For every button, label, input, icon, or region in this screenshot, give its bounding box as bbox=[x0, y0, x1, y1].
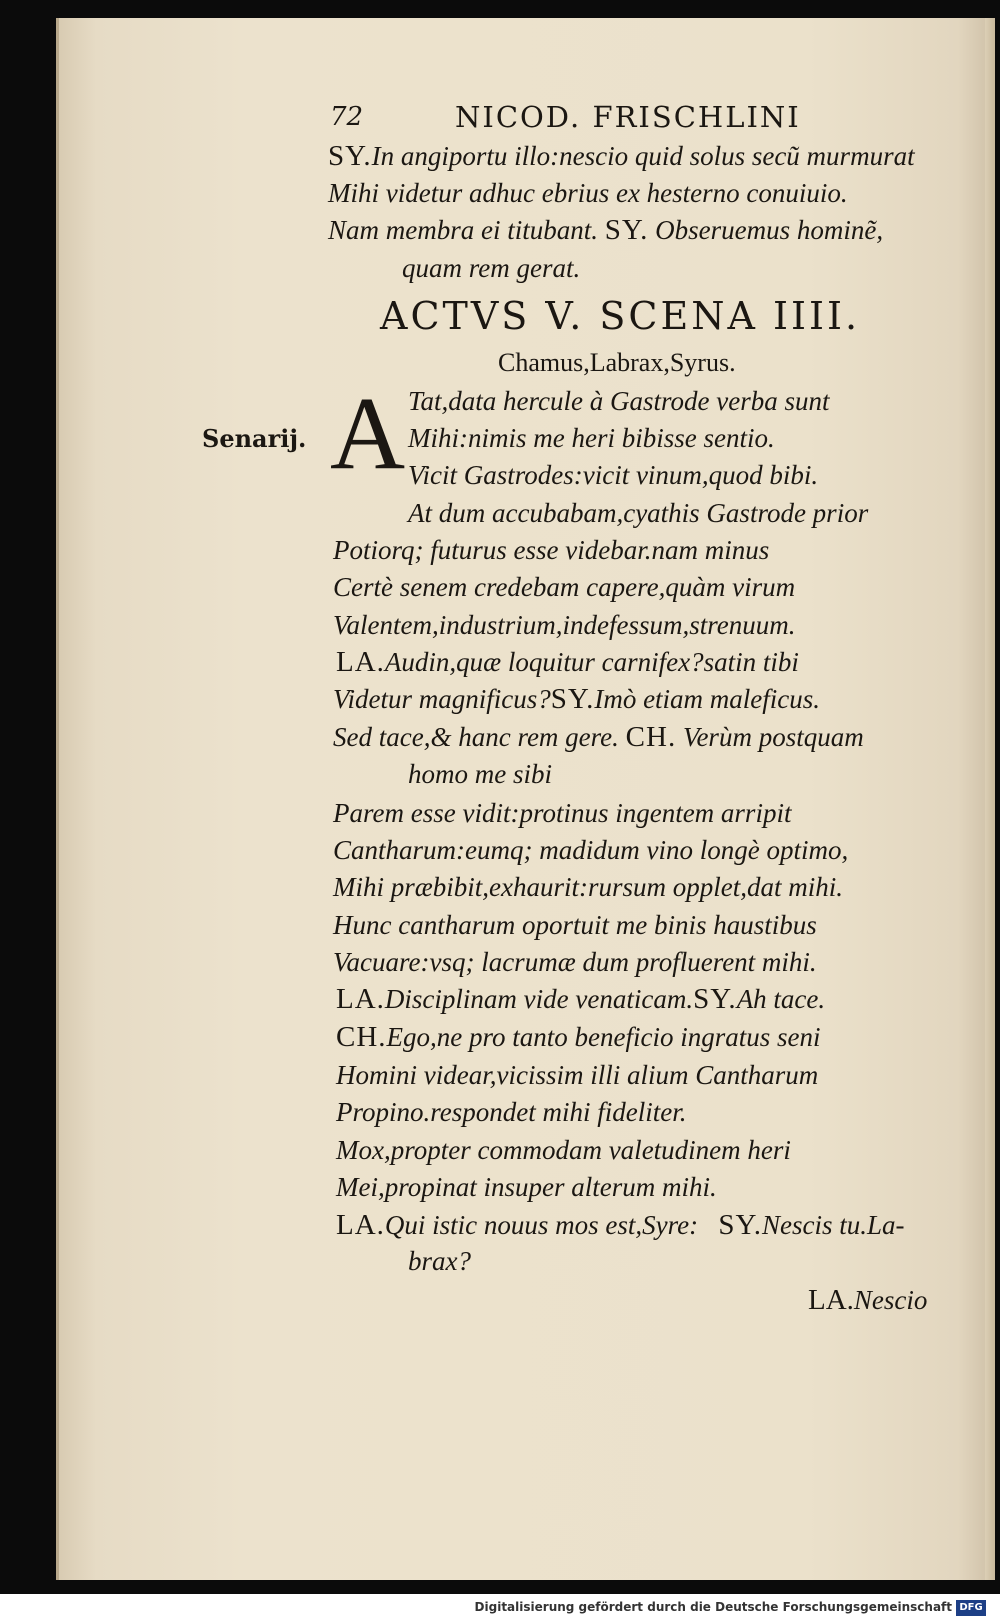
catchword-word: Nescio bbox=[853, 1285, 928, 1315]
line-text-tail: Imò etiam maleficus. bbox=[594, 684, 821, 714]
line-text: homo me sibi bbox=[408, 759, 552, 789]
text-line bbox=[328, 139, 915, 173]
text-line bbox=[333, 796, 791, 830]
text-line bbox=[333, 945, 817, 979]
line-text: Ego,ne pro tanto beneficio ingratus seni bbox=[386, 1022, 821, 1052]
line-text-tail: Nescis tu.La- bbox=[761, 1210, 905, 1240]
line-text: Videtur magnificus? bbox=[333, 684, 551, 714]
text-line bbox=[336, 645, 799, 679]
page-number: 72 bbox=[330, 102, 364, 132]
line-text: Mihi præbibit,exhaurit:rursum opplet,dat mihi. bbox=[333, 872, 843, 902]
text-line bbox=[328, 213, 883, 247]
catchword bbox=[808, 1284, 927, 1317]
text-line bbox=[333, 608, 795, 642]
line-text: Potiorq; futurus esse videbar.nam minus bbox=[333, 535, 770, 565]
line-text: Parem esse vidit:protinus ingentem arripit bbox=[333, 798, 792, 828]
speaker-label: LA. bbox=[336, 983, 385, 1015]
line-text: Propino.respondet mihi fideliter. bbox=[336, 1097, 687, 1127]
line-text: Audin,quæ loquitur carnifex?satin tibi bbox=[384, 647, 799, 677]
dramatis-personae: Chamus,Labrax,Syrus. bbox=[498, 348, 736, 377]
text-line bbox=[408, 496, 868, 530]
line-text: Mox,propter commodam valetudinem heri bbox=[336, 1135, 791, 1165]
line-text-tail: Ah tace. bbox=[736, 984, 826, 1014]
line-text: Cantharum:eumq; madidum vino longè optimo, bbox=[333, 835, 849, 865]
line-text: In angiportu illo:nescio quid solus secũ murmurat bbox=[371, 141, 915, 171]
speaker-label: CH. bbox=[625, 721, 677, 753]
line-text: Sed tace,& hanc rem gere. bbox=[333, 722, 619, 752]
text-line bbox=[336, 1133, 791, 1167]
text-line bbox=[336, 1058, 818, 1092]
line-text: At dum accubabam,cyathis Gastrode prior bbox=[408, 498, 869, 528]
footer-bar bbox=[0, 1594, 1000, 1624]
text-line bbox=[333, 833, 848, 867]
line-text: Qui istic nouus mos est,Syre: bbox=[384, 1210, 699, 1240]
text-line bbox=[336, 1095, 686, 1129]
speaker-label: LA. bbox=[336, 646, 385, 678]
text-line bbox=[336, 1208, 905, 1242]
text-line bbox=[328, 176, 848, 210]
margin-note: Senarij. bbox=[202, 424, 307, 453]
text-line bbox=[333, 720, 864, 754]
speaker-label: SY. bbox=[693, 983, 737, 1015]
text-line bbox=[408, 1244, 471, 1278]
drop-cap: A bbox=[330, 376, 406, 491]
dfg-logo: DFG bbox=[956, 1600, 986, 1616]
text-line bbox=[333, 682, 820, 716]
line-text: Tat,data hercule à Gastrode verba sunt bbox=[408, 386, 830, 416]
text-line bbox=[336, 1020, 821, 1054]
line-text: Vacuare:vsq; lacrumæ dum profluerent mihi. bbox=[333, 947, 817, 977]
catchword-speaker: LA. bbox=[808, 1284, 854, 1316]
speaker-label: LA. bbox=[336, 1209, 385, 1241]
text-line bbox=[408, 421, 775, 455]
line-text-tail: Verùm postquam bbox=[682, 722, 864, 752]
text-line bbox=[333, 908, 817, 942]
line-text: Disciplinam vide venaticam. bbox=[384, 984, 694, 1014]
running-title: NICOD. FRISCHLINI bbox=[455, 100, 801, 134]
text-line bbox=[333, 570, 795, 604]
line-text: quam rem gerat. bbox=[402, 253, 581, 283]
line-text: Vicit Gastrodes:vicit vinum,quod bibi. bbox=[408, 460, 819, 490]
text-line bbox=[408, 757, 552, 791]
text-line bbox=[408, 384, 829, 418]
line-text-tail: Obseruemus hominẽ, bbox=[655, 215, 884, 245]
text-line bbox=[408, 458, 818, 492]
line-text: brax? bbox=[408, 1246, 471, 1276]
speaker-label: SY. bbox=[550, 683, 595, 715]
act-scene-heading: ACTVS V. SCENA IIII. bbox=[380, 294, 861, 338]
footer-credit: Digitalisierung gefördert durch die Deutsche Forschungsgemeinschaft bbox=[474, 1600, 952, 1614]
line-text: Mei,propinat insuper alterum mihi. bbox=[336, 1172, 717, 1202]
speaker-label: SY. bbox=[604, 214, 649, 246]
line-text: Nam membra ei titubant. bbox=[328, 215, 598, 245]
text-line bbox=[333, 533, 769, 567]
line-text: Homini videar,vicissim illi alium Cantharum bbox=[336, 1060, 819, 1090]
line-text: Certè senem credebam capere,quàm virum bbox=[333, 572, 796, 602]
speaker-label: CH. bbox=[336, 1021, 387, 1053]
line-text: Hunc cantharum oportuit me binis haustibus bbox=[333, 910, 817, 940]
line-text: Mihi:nimis me heri bibisse sentio. bbox=[408, 423, 775, 453]
line-text: Valentem,industrium,indefessum,strenuum. bbox=[333, 610, 796, 640]
text-line bbox=[402, 251, 580, 285]
page-edge bbox=[985, 18, 995, 1580]
line-text: Mihi videtur adhuc ebrius ex hesterno conuiuio. bbox=[328, 178, 848, 208]
text-line bbox=[336, 982, 825, 1016]
text-line bbox=[333, 870, 843, 904]
speaker-label: SY. bbox=[328, 140, 372, 172]
speaker-label: SY. bbox=[718, 1209, 762, 1241]
text-line bbox=[336, 1170, 717, 1204]
running-head bbox=[330, 100, 830, 140]
